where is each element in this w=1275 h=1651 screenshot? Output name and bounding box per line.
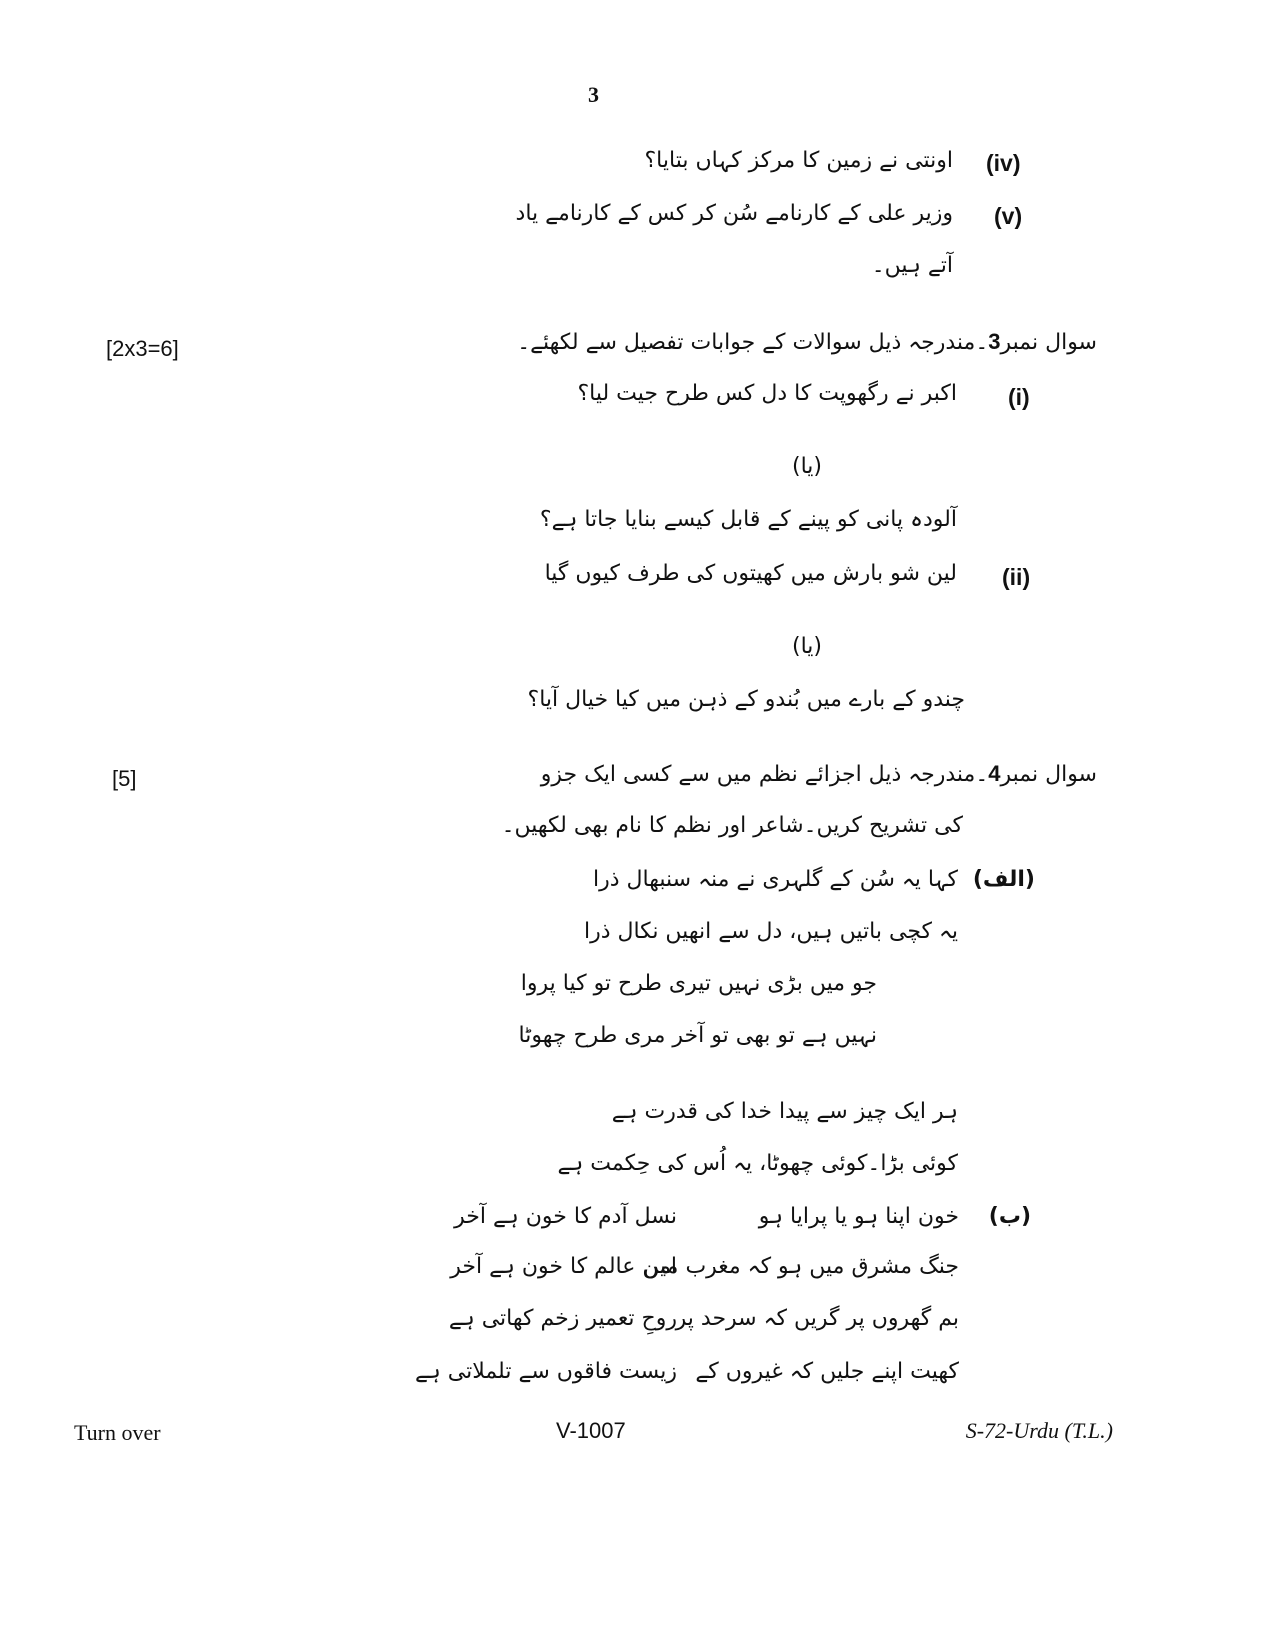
q4-part-a-line-1: کہا یہ سُن کے گلہری نے منہ سنبھال ذرا [593,867,958,892]
q4-heading-text: ۔مندرجہ ذیل اجزائے نظم میں سے کسی ایک جزو [540,762,989,787]
q3-heading-number: 3 [988,329,1001,354]
q2-item-iv-text: اونتی نے زمین کا مرکز کہاں بتایا؟ [644,148,953,173]
q4-part-b-couplet-4-right: کھیت اپنے جلیں کہ غیروں کے [695,1359,959,1384]
q4-part-a-line-5: ہر ایک چیز سے پیدا خدا کی قدرت ہے [611,1099,958,1124]
q4-part-a-line-6: کوئی بڑا۔کوئی چھوٹا، یہ اُس کی حِکمت ہے [557,1151,958,1176]
q4-part-b-couplet-4-left: زیست فاقوں سے تلملاتی ہے [414,1359,677,1384]
q2-item-v-text-line2: آتے ہیں۔ [871,253,953,278]
q4-part-b-couplet-1-right: خون اپنا ہو یا پرایا ہو [758,1204,959,1229]
q3-item-ii-text: لین شو بارش میں کھیتوں کی طرف کیوں گیا [544,561,957,586]
q3-heading-text: ۔مندرجہ ذیل سوالات کے جوابات تفصیل سے لکھئے۔ [517,330,989,355]
q3-item-i-number: (i) [1008,384,1030,410]
page-number: 3 [588,82,599,107]
q3-item-i-or: (یا) [792,454,822,479]
footer-paper-code: V-1007 [556,1418,626,1443]
q4-part-b-label: (ب) [988,1204,1031,1229]
q4-part-a-line-4: نہیں ہے تو بھی تو آخر مری طرح چھوٹا [518,1023,877,1048]
q4-part-a-label: (الف) [972,867,1035,892]
q3-item-ii-alt: چندو کے بارے میں بُندو کے ذہن میں کیا خیال آیا؟ [527,687,965,712]
q2-item-v-text-line1: وزیر علی کے کارنامے سُن کر کس کے کارنامے یاد [515,201,953,226]
q3-item-i-alt: آلودہ پانی کو پینے کے قابل کیسے بنایا جاتا ہے؟ [539,507,957,532]
q4-heading-prefix: سوال نمبر [1000,762,1097,787]
q3-marks: [2x3=6] [106,336,179,361]
q4-part-a-line-2: یہ کچی باتیں ہیں، دل سے انھیں نکال ذرا [583,919,958,944]
footer-turn-over: Turn over [74,1420,161,1445]
q3-item-ii-or: (یا) [792,634,822,659]
q3-item-i-text: اکبر نے رگھوپت کا دل کس طرح جیت لیا؟ [577,381,957,406]
q4-part-b-couplet-2-left: امن عالم کا خون ہے آخر [450,1254,677,1279]
q4-part-b-couplet-3-left: روحِ تعمیر زخم کھاتی ہے [448,1306,677,1331]
q3-heading-prefix: سوال نمبر [1000,330,1097,355]
q4-part-b-couplet-3-right: بم گھروں پر گریں کہ سرحد پر [675,1306,959,1331]
q4-part-b-couplet-1-left: نسل آدم کا خون ہے آخر [454,1204,677,1229]
q3-item-ii-number: (ii) [1002,564,1031,590]
q4-heading-line2: کی تشریح کریں۔شاعر اور نظم کا نام بھی لکھیں۔ [501,813,963,838]
q4-part-b-couplet-2-right: جنگ مشرق میں ہو کہ مغرب میں [643,1254,959,1279]
q3-heading [517,331,1097,354]
q2-item-iv-number: (iv) [986,150,1021,176]
q4-part-a-line-3: جو میں بڑی نہیں تیری طرح تو کیا پروا [520,971,877,996]
q4-heading-number: 4 [988,761,1001,786]
q4-marks: [5] [112,766,137,791]
q2-item-v-number: (v) [994,203,1023,229]
q4-heading [541,763,1097,786]
footer-subject-code: S-72-Urdu (T.L.) [965,1418,1113,1443]
